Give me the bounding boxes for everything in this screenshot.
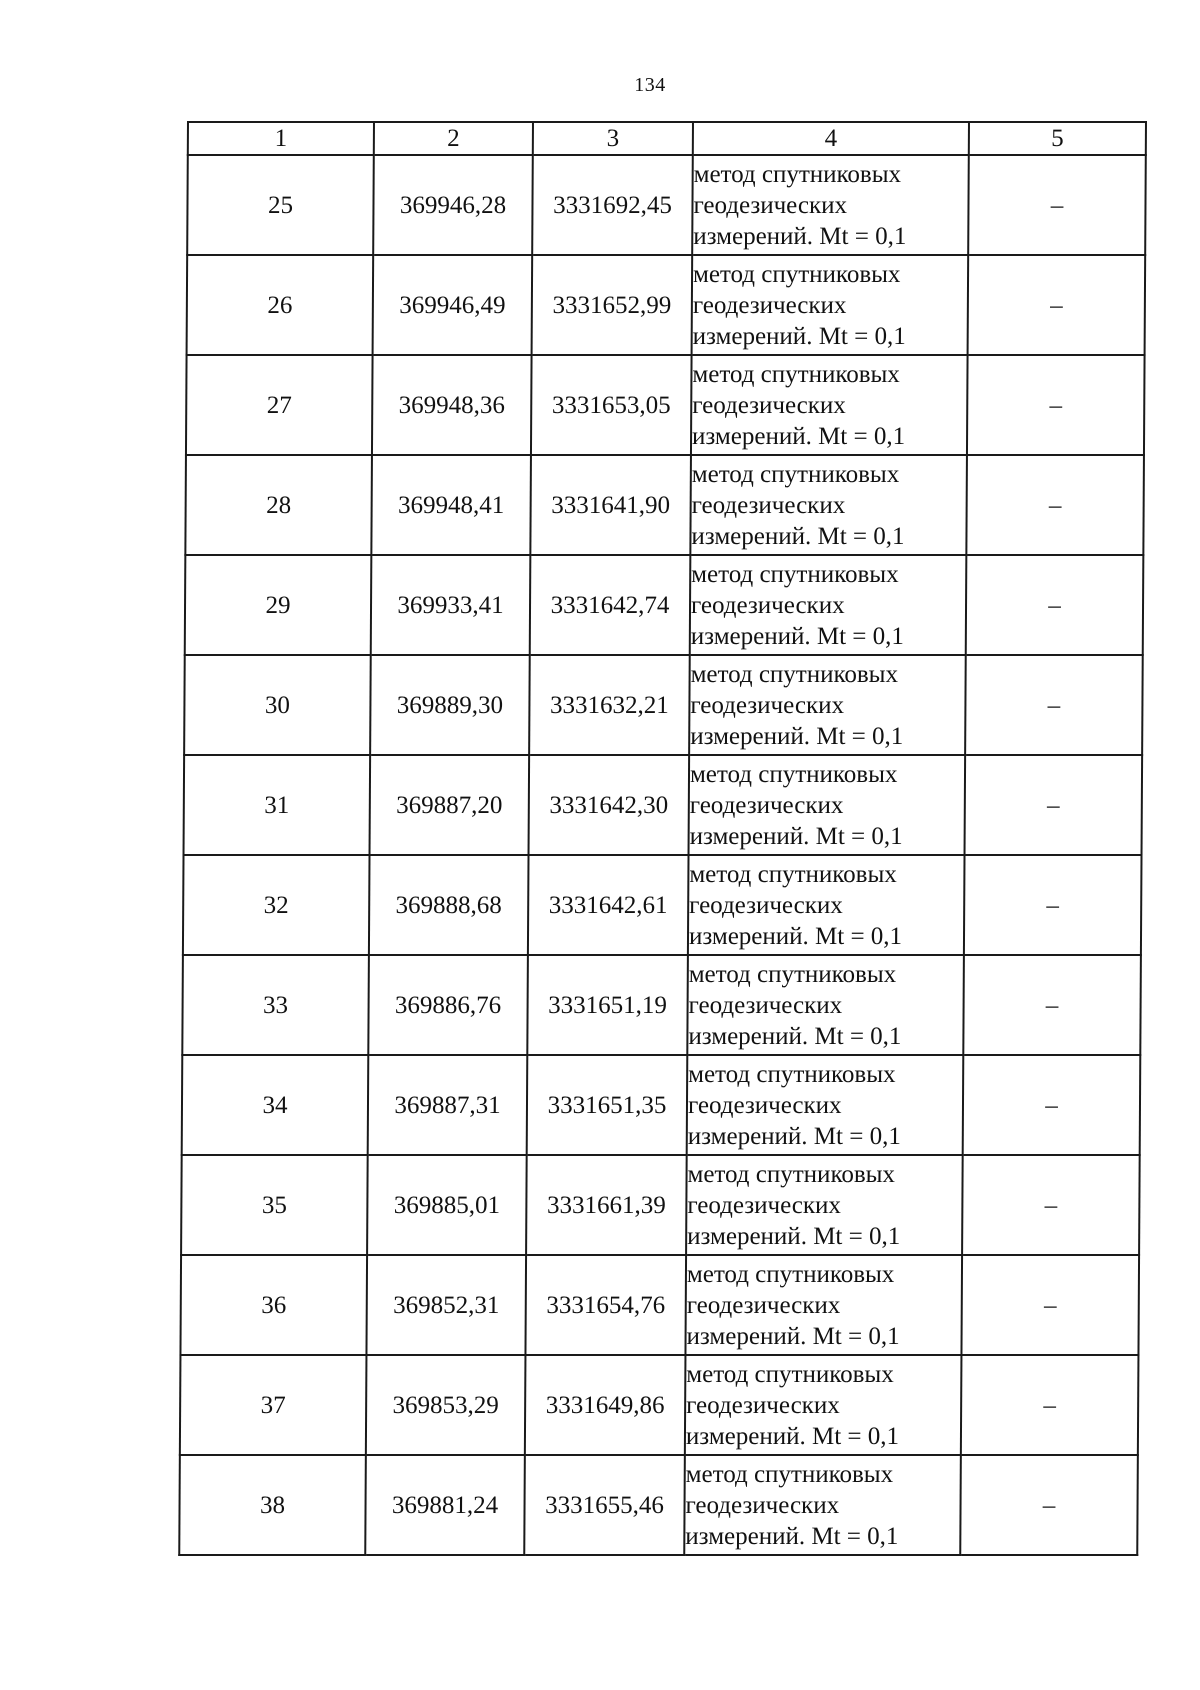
- coordinate-x-cell: 369887,20: [370, 755, 530, 855]
- coordinate-x-cell: 369885,01: [367, 1155, 527, 1255]
- point-number-cell: 35: [181, 1155, 368, 1255]
- column-header: 5: [969, 122, 1146, 155]
- note-cell: –: [964, 855, 1142, 955]
- method-cell: метод спутниковых геодезических измерений. Mt = 0,1: [684, 1455, 961, 1555]
- table-header-row: [188, 122, 1146, 155]
- point-number-cell: 30: [184, 655, 371, 755]
- method-cell: метод спутниковых геодезических измерений. Mt = 0,1: [691, 355, 968, 455]
- column-header: 3: [533, 122, 693, 155]
- coordinate-y-cell: 3331653,05: [531, 355, 692, 455]
- table-row: [180, 1255, 1139, 1355]
- method-cell: метод спутниковых геодезических измерений. Mt = 0,1: [685, 1255, 962, 1355]
- column-header: 4: [693, 122, 969, 155]
- point-number-cell: 38: [179, 1455, 366, 1555]
- coordinate-x-cell: 369946,28: [373, 155, 533, 255]
- table-row: [183, 855, 1142, 955]
- point-number-cell: 28: [185, 455, 372, 555]
- coordinate-y-cell: 3331642,61: [528, 855, 689, 955]
- point-number-cell: 26: [187, 255, 374, 355]
- point-number-cell: 27: [186, 355, 373, 455]
- coordinates-table: [178, 121, 1147, 1556]
- coordinate-x-cell: 369946,49: [373, 255, 533, 355]
- method-cell: метод спутниковых геодезических измерений. Mt = 0,1: [687, 955, 964, 1055]
- table-row: [185, 555, 1144, 655]
- coordinate-x-cell: 369886,76: [368, 955, 528, 1055]
- note-cell: –: [962, 1155, 1140, 1255]
- coordinate-y-cell: 3331692,45: [532, 155, 693, 255]
- method-cell: метод спутниковых геодезических измерений. Mt = 0,1: [688, 855, 965, 955]
- coordinate-x-cell: 369948,36: [372, 355, 532, 455]
- method-cell: метод спутниковых геодезических измерений. Mt = 0,1: [690, 455, 967, 555]
- table-row: [187, 155, 1146, 255]
- method-cell: метод спутниковых геодезических измерений. Mt = 0,1: [692, 255, 969, 355]
- table-row: [179, 1455, 1138, 1555]
- table-body: [179, 122, 1146, 1555]
- coordinate-x-cell: 369948,41: [371, 455, 531, 555]
- note-cell: –: [965, 655, 1143, 755]
- coordinate-x-cell: 369888,68: [369, 855, 529, 955]
- point-number-cell: 29: [185, 555, 372, 655]
- table-row: [182, 955, 1141, 1055]
- note-cell: –: [966, 555, 1144, 655]
- coordinate-x-cell: 369881,24: [365, 1455, 525, 1555]
- coordinate-y-cell: 3331651,19: [527, 955, 688, 1055]
- coordinate-x-cell: 369933,41: [371, 555, 531, 655]
- coordinate-y-cell: 3331649,86: [525, 1355, 686, 1455]
- method-cell: метод спутниковых геодезических измерений. Mt = 0,1: [685, 1355, 962, 1455]
- point-number-cell: 25: [187, 155, 374, 255]
- point-number-cell: 31: [184, 755, 371, 855]
- note-cell: –: [960, 1455, 1138, 1555]
- coordinate-y-cell: 3331661,39: [526, 1155, 687, 1255]
- table-row: [186, 355, 1145, 455]
- coordinate-y-cell: 3331655,46: [524, 1455, 685, 1555]
- point-number-cell: 36: [180, 1255, 367, 1355]
- coordinate-y-cell: 3331642,30: [529, 755, 690, 855]
- method-cell: метод спутниковых геодезических измерений. Mt = 0,1: [690, 555, 967, 655]
- coordinate-y-cell: 3331652,99: [532, 255, 693, 355]
- coordinate-y-cell: 3331641,90: [530, 455, 691, 555]
- table-row: [185, 455, 1144, 555]
- table-row: [182, 1055, 1141, 1155]
- point-number-cell: 32: [183, 855, 370, 955]
- point-number-cell: 33: [182, 955, 369, 1055]
- column-header: 1: [188, 122, 374, 155]
- note-cell: –: [968, 155, 1146, 255]
- point-number-cell: 37: [180, 1355, 367, 1455]
- note-cell: –: [966, 455, 1144, 555]
- page-number: 134: [634, 74, 666, 96]
- note-cell: –: [963, 955, 1141, 1055]
- coordinate-x-cell: 369889,30: [370, 655, 530, 755]
- coordinate-y-cell: 3331654,76: [525, 1255, 686, 1355]
- table-row: [184, 655, 1143, 755]
- method-cell: метод спутниковых геодезических измерений. Mt = 0,1: [689, 755, 966, 855]
- note-cell: –: [963, 1055, 1141, 1155]
- coordinate-x-cell: 369887,31: [368, 1055, 528, 1155]
- method-cell: метод спутниковых геодезических измерений. Mt = 0,1: [692, 155, 969, 255]
- method-cell: метод спутниковых геодезических измерений. Mt = 0,1: [686, 1155, 963, 1255]
- column-header: 2: [374, 122, 533, 155]
- note-cell: –: [968, 255, 1146, 355]
- table-row: [181, 1155, 1140, 1255]
- coordinate-x-cell: 369853,29: [366, 1355, 526, 1455]
- coordinate-y-cell: 3331632,21: [529, 655, 690, 755]
- method-cell: метод спутниковых геодезических измерений. Mt = 0,1: [687, 1055, 964, 1155]
- note-cell: –: [961, 1355, 1139, 1455]
- coordinate-x-cell: 369852,31: [366, 1255, 526, 1355]
- table-row: [184, 755, 1143, 855]
- method-cell: метод спутниковых геодезических измерений. Mt = 0,1: [689, 655, 966, 755]
- note-cell: –: [961, 1255, 1139, 1355]
- table-row: [187, 255, 1146, 355]
- coordinate-y-cell: 3331642,74: [530, 555, 691, 655]
- table-row: [180, 1355, 1139, 1455]
- note-cell: –: [965, 755, 1143, 855]
- point-number-cell: 34: [182, 1055, 369, 1155]
- note-cell: –: [967, 355, 1145, 455]
- coordinate-y-cell: 3331651,35: [527, 1055, 688, 1155]
